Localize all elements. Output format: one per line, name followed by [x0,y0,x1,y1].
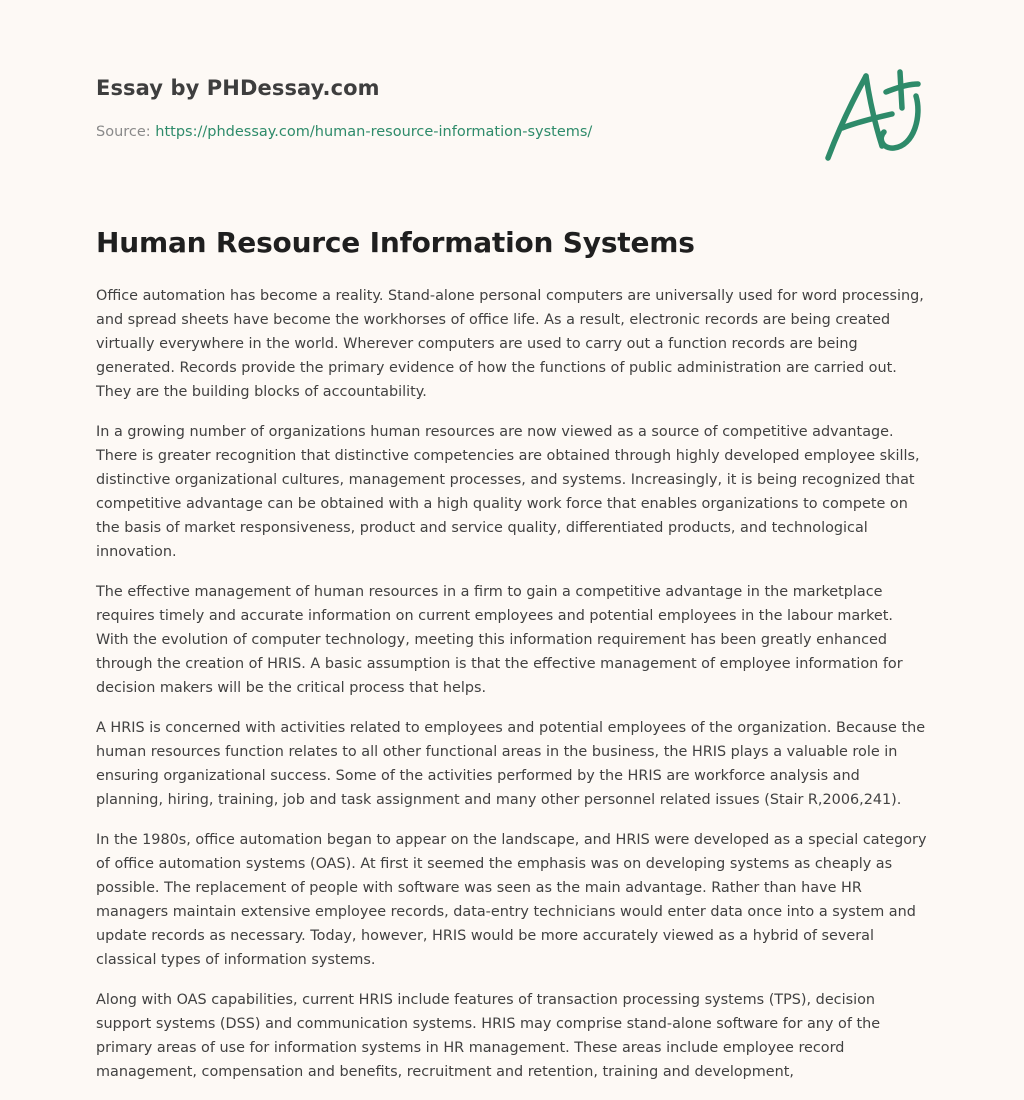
paragraph: In the 1980s, office automation began to appear on the landscape, and HRIS were developed as a special category of office automation systems (OAS). At first it seemed the emphasis was on developing systems as cheaply as possible. The replacement of people with software was seen as the main advantage. Rather than have HR managers maintain extensive employee records, data-entry technicians would enter data once into a system and update records as necessary. Today, however, HRIS would be more accurately viewed as a hybrid of several classical types of information systems. [96,832,927,968]
article-body [96,284,930,1100]
paragraph: Office automation has become a reality. Stand-alone personal computers are universally used for word processing, and spread sheets have become the workhorses of office life. As a result, electronic records are being created virtually everywhere in the world. Wherever computers are used to carry out a function records are being generated. Records provide the primary evidence of how the functions of public administration are carried out. They are the building blocks of accountability. [96,288,924,400]
paragraph: In a growing number of organizations human resources are now viewed as a source of competitive advantage. There is greater recognition that distinctive competencies are obtained through highly developed employee skills, distinctive organizational cultures, management processes, and systems. Increasingly, it is being recognized that competitive advantage can be obtained with a high quality work force that enables organizations to compete on the basis of market responsiveness, product and service quality, differentiated products, and technological innovation. [96,424,920,560]
paragraph: A HRIS is concerned with activities related to employees and potential employees of the organization. Because the human resources function relates to all other functional areas in the business, the HRIS plays a valuable role in ensuring organizational success. Some of the activities performed by the HRIS are workforce analysis and planning, hiring, training, job and task assignment and many other personnel related issues (Stair R,2006,241). [96,720,926,808]
source-line [96,124,592,140]
paragraph: Along with OAS capabilities, current HRIS include features of transaction processing systems (TPS), decision support systems (DSS) and communication systems. HRIS may comprise stand-alone software for any of the primary areas of use for information systems in HR management. These areas include employee record management, compensation and benefits, recruitment and retention, training and development, [96,992,881,1080]
page-title: Human Resource Information Systems [96,226,695,259]
paragraph: The effective management of human resources in a firm to gain a competitive advantage in the marketplace requires timely and accurate information on current employees and potential employees in the labour market. With the evolution of computer technology, meeting this information requirement has been greatly enhanced through the creation of HRIS. A basic assumption is that the effective management of employee information for decision makers will be the critical process that helps. [96,584,903,696]
brand-title: Essay by PHDessay.com [96,76,380,100]
source-label: Source: [96,124,151,140]
a-plus-logo-icon [822,66,926,166]
source-link[interactable]: https://phdessay.com/human-resource-information-systems/ [155,124,593,140]
